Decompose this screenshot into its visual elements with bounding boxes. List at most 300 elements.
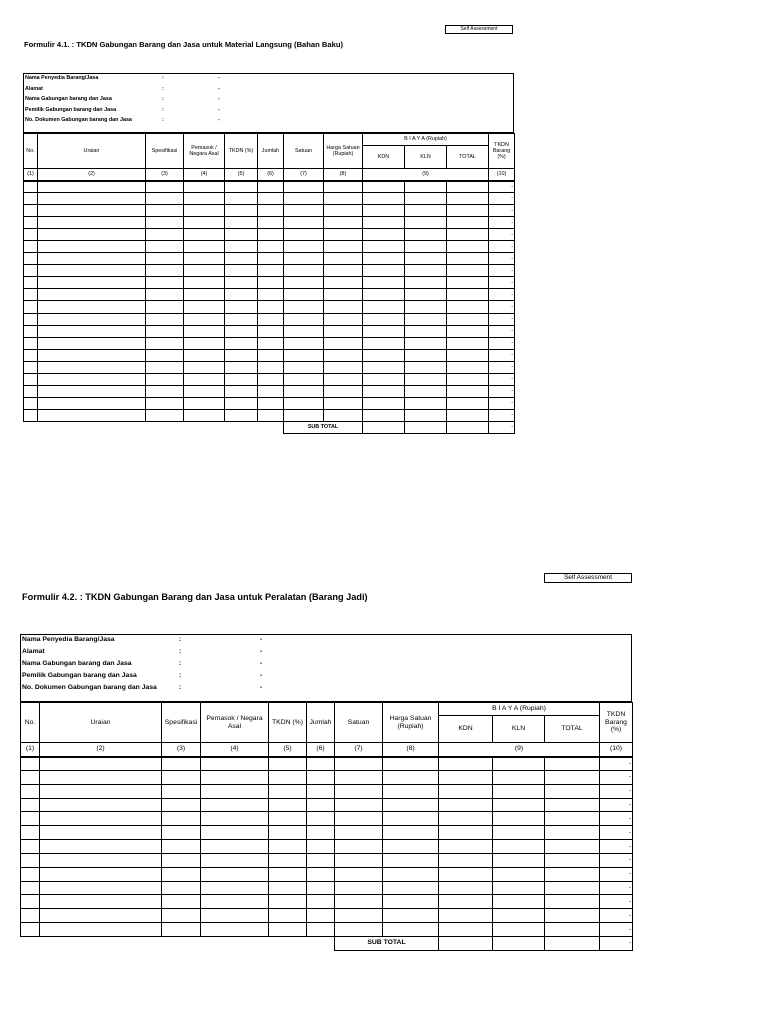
table-cell bbox=[284, 397, 324, 409]
table-cell bbox=[184, 337, 225, 349]
table-cell bbox=[38, 385, 146, 397]
table-cell bbox=[405, 181, 447, 193]
table-cell bbox=[439, 798, 493, 812]
subtotal-row bbox=[24, 421, 515, 433]
table-cell bbox=[146, 205, 184, 217]
table-cell bbox=[405, 409, 447, 421]
col-number: (2) bbox=[40, 743, 162, 757]
table-row bbox=[24, 217, 515, 229]
col-number: (9) bbox=[363, 169, 489, 181]
table-cell bbox=[40, 798, 162, 812]
table-cell bbox=[21, 798, 40, 812]
table-cell bbox=[24, 385, 38, 397]
tkdn-barang-cell: - bbox=[489, 193, 515, 205]
table-cell bbox=[284, 313, 324, 325]
info-value: - bbox=[260, 648, 263, 655]
table-cell bbox=[383, 770, 439, 784]
table-cell bbox=[24, 313, 38, 325]
tkdn-barang-cell: - bbox=[600, 895, 633, 909]
table-cell bbox=[225, 385, 258, 397]
table-cell bbox=[225, 193, 258, 205]
header-satuan: Satuan bbox=[335, 703, 383, 743]
table-cell bbox=[335, 784, 383, 798]
table-cell bbox=[184, 289, 225, 301]
table-cell bbox=[201, 853, 269, 867]
tkdn-barang-cell: - bbox=[489, 385, 515, 397]
info-colon: : bbox=[179, 648, 182, 655]
table-cell bbox=[146, 217, 184, 229]
info-colon: : bbox=[162, 117, 164, 123]
table-cell bbox=[363, 385, 405, 397]
table-cell bbox=[162, 757, 201, 771]
table-cell bbox=[383, 826, 439, 840]
subtotal-value: - bbox=[489, 421, 515, 433]
table-cell bbox=[383, 909, 439, 923]
table-cell bbox=[225, 181, 258, 193]
subtotal-label: SUB TOTAL bbox=[335, 936, 439, 950]
table-cell bbox=[38, 241, 146, 253]
info-value: - bbox=[260, 636, 263, 643]
table-cell bbox=[405, 397, 447, 409]
table-cell bbox=[324, 313, 363, 325]
table-cell bbox=[146, 385, 184, 397]
table-cell bbox=[24, 241, 38, 253]
table-cell bbox=[307, 812, 335, 826]
header-spesifikasi: Spesifikasi bbox=[162, 703, 201, 743]
table-cell bbox=[405, 325, 447, 337]
table-cell bbox=[284, 325, 324, 337]
table-cell bbox=[225, 397, 258, 409]
table-cell bbox=[258, 229, 284, 241]
tkdn-barang-cell: - bbox=[600, 881, 633, 895]
header-biaya: B I A Y A (Rupiah) bbox=[363, 134, 489, 146]
table-cell bbox=[146, 193, 184, 205]
table-cell bbox=[40, 757, 162, 771]
col-number: (1) bbox=[21, 743, 40, 757]
table-row bbox=[24, 193, 515, 205]
table-cell bbox=[493, 895, 545, 909]
table-cell bbox=[38, 229, 146, 241]
table-cell bbox=[363, 265, 405, 277]
table-cell bbox=[447, 361, 489, 373]
table-cell bbox=[284, 289, 324, 301]
table-cell bbox=[184, 205, 225, 217]
table-cell bbox=[225, 205, 258, 217]
header-kln: KLN bbox=[405, 146, 447, 169]
tkdn-barang-cell: - bbox=[600, 853, 633, 867]
table-cell bbox=[38, 289, 146, 301]
table-cell bbox=[184, 277, 225, 289]
table-cell bbox=[225, 253, 258, 265]
table-cell bbox=[545, 881, 600, 895]
table-cell bbox=[184, 265, 225, 277]
table-cell bbox=[545, 895, 600, 909]
table-cell bbox=[405, 193, 447, 205]
table-cell bbox=[258, 205, 284, 217]
table-cell bbox=[335, 826, 383, 840]
table-cell bbox=[24, 277, 38, 289]
table-cell bbox=[439, 923, 493, 937]
tkdn-barang-cell: - bbox=[600, 867, 633, 881]
subtotal-cell bbox=[493, 936, 545, 950]
table-cell bbox=[146, 337, 184, 349]
table-cell bbox=[447, 289, 489, 301]
table-cell bbox=[439, 757, 493, 771]
table-cell bbox=[324, 325, 363, 337]
table-row bbox=[24, 229, 515, 241]
col-number: (2) bbox=[38, 169, 146, 181]
table-cell bbox=[545, 757, 600, 771]
info-row-no-dokumen bbox=[25, 117, 505, 128]
table-cell bbox=[269, 895, 307, 909]
table-cell bbox=[284, 385, 324, 397]
table-cell bbox=[324, 337, 363, 349]
table-cell bbox=[38, 361, 146, 373]
header-tkdn-barang: TKDN Barang (%) bbox=[489, 134, 515, 169]
header-no: No. bbox=[21, 703, 40, 743]
table-cell bbox=[24, 193, 38, 205]
header-uraian: Uraian bbox=[38, 134, 146, 169]
table-cell bbox=[405, 337, 447, 349]
tkdn-barang-cell: - bbox=[489, 325, 515, 337]
table-row bbox=[24, 349, 515, 361]
table-cell bbox=[447, 229, 489, 241]
table-cell bbox=[324, 277, 363, 289]
table-cell bbox=[447, 253, 489, 265]
header-jumlah: Jumlah bbox=[258, 134, 284, 169]
col-number: (10) bbox=[600, 743, 633, 757]
table-cell bbox=[225, 313, 258, 325]
table-cell bbox=[258, 361, 284, 373]
table-cell bbox=[335, 923, 383, 937]
table-cell bbox=[225, 301, 258, 313]
info-row-no-dokumen bbox=[22, 684, 622, 696]
table-cell bbox=[307, 784, 335, 798]
table-cell bbox=[363, 337, 405, 349]
table-cell bbox=[324, 301, 363, 313]
table-cell bbox=[363, 301, 405, 313]
table-cell bbox=[405, 289, 447, 301]
table-cell bbox=[363, 205, 405, 217]
info-block bbox=[25, 75, 505, 128]
info-row-nama-penyedia bbox=[22, 636, 622, 648]
table-cell bbox=[383, 853, 439, 867]
table-cell bbox=[38, 337, 146, 349]
table-cell bbox=[545, 909, 600, 923]
table-row bbox=[21, 867, 633, 881]
table-cell bbox=[258, 289, 284, 301]
table-cell bbox=[184, 373, 225, 385]
subtotal-value: - bbox=[600, 936, 633, 950]
col-number: (4) bbox=[184, 169, 225, 181]
table-cell bbox=[269, 909, 307, 923]
info-label: Pemilik Gabungan barang dan Jasa bbox=[25, 106, 117, 113]
table-cell bbox=[269, 881, 307, 895]
table-cell bbox=[201, 784, 269, 798]
table-cell bbox=[405, 229, 447, 241]
col-number: (6) bbox=[307, 743, 335, 757]
table-cell bbox=[447, 217, 489, 229]
table-cell bbox=[184, 349, 225, 361]
tkdn-barang-cell: - bbox=[489, 349, 515, 361]
table-cell bbox=[405, 349, 447, 361]
table-cell bbox=[447, 193, 489, 205]
table-cell bbox=[184, 301, 225, 313]
table-body bbox=[21, 757, 633, 951]
table-cell bbox=[38, 349, 146, 361]
table-cell bbox=[493, 770, 545, 784]
table-cell bbox=[405, 313, 447, 325]
table-cell bbox=[335, 909, 383, 923]
table-cell bbox=[201, 909, 269, 923]
table-cell bbox=[284, 181, 324, 193]
table-cell bbox=[40, 784, 162, 798]
table-cell bbox=[493, 909, 545, 923]
table-cell bbox=[38, 253, 146, 265]
table-cell bbox=[335, 867, 383, 881]
table-cell bbox=[284, 205, 324, 217]
info-label: Alamat bbox=[25, 85, 43, 92]
table-cell bbox=[184, 193, 225, 205]
table-cell bbox=[146, 241, 184, 253]
tkdn-barang-cell: - bbox=[600, 840, 633, 854]
col-number: (10) bbox=[489, 169, 515, 181]
table-cell bbox=[225, 217, 258, 229]
table-cell bbox=[269, 826, 307, 840]
table-cell bbox=[201, 895, 269, 909]
table-cell bbox=[40, 923, 162, 937]
table-row bbox=[24, 265, 515, 277]
col-number: (5) bbox=[225, 169, 258, 181]
table-cell bbox=[146, 325, 184, 337]
table-cell bbox=[24, 325, 38, 337]
header-harga-satuan: Harga Satuan (Rupiah) bbox=[324, 134, 363, 169]
table-cell bbox=[324, 265, 363, 277]
table-cell bbox=[307, 923, 335, 937]
table-cell bbox=[21, 923, 40, 937]
table-cell bbox=[284, 301, 324, 313]
table-cell bbox=[184, 409, 225, 421]
table-cell bbox=[383, 895, 439, 909]
table-cell bbox=[269, 757, 307, 771]
table-cell bbox=[269, 770, 307, 784]
table-cell bbox=[21, 881, 40, 895]
table-cell bbox=[493, 784, 545, 798]
table-cell bbox=[184, 217, 225, 229]
info-label: Nama Penyedia Barang/Jasa bbox=[25, 75, 99, 81]
tkdn-table bbox=[20, 702, 633, 951]
table-cell bbox=[447, 373, 489, 385]
table-cell bbox=[21, 840, 40, 854]
table-cell bbox=[363, 373, 405, 385]
table-cell bbox=[201, 867, 269, 881]
form-title: Formulir 4.2. : TKDN Gabungan Barang dan Jasa untuk Peralatan (Barang Jadi) bbox=[22, 592, 368, 602]
self-assessment-label: Self Assessment bbox=[563, 574, 613, 581]
table-cell bbox=[201, 757, 269, 771]
header-tkdn-barang: TKDN Barang (%) bbox=[600, 703, 633, 743]
table-cell bbox=[363, 193, 405, 205]
info-value: - bbox=[218, 85, 220, 92]
table-cell bbox=[447, 385, 489, 397]
table-cell bbox=[284, 349, 324, 361]
table-cell bbox=[38, 313, 146, 325]
table-row bbox=[24, 181, 515, 193]
table-cell bbox=[162, 770, 201, 784]
table-cell bbox=[225, 373, 258, 385]
table-cell bbox=[24, 265, 38, 277]
table-cell bbox=[184, 313, 225, 325]
info-value: - bbox=[260, 672, 263, 679]
table-cell bbox=[335, 881, 383, 895]
header-satuan: Satuan bbox=[284, 134, 324, 169]
table-cell bbox=[284, 193, 324, 205]
table-cell bbox=[24, 361, 38, 373]
table-row bbox=[24, 205, 515, 217]
table-cell bbox=[383, 757, 439, 771]
table-cell bbox=[269, 840, 307, 854]
table-row bbox=[24, 253, 515, 265]
tkdn-barang-cell: - bbox=[489, 289, 515, 301]
table-cell bbox=[405, 373, 447, 385]
table-cell bbox=[269, 867, 307, 881]
table-cell bbox=[307, 757, 335, 771]
info-value: - bbox=[218, 96, 220, 102]
table-cell bbox=[258, 337, 284, 349]
col-number: (4) bbox=[201, 743, 269, 757]
table-cell bbox=[24, 253, 38, 265]
table-cell bbox=[405, 241, 447, 253]
table-cell bbox=[38, 409, 146, 421]
table-row bbox=[24, 301, 515, 313]
table-cell bbox=[335, 770, 383, 784]
table-cell bbox=[493, 881, 545, 895]
table-cell bbox=[40, 909, 162, 923]
table-cell bbox=[146, 289, 184, 301]
table-cell bbox=[447, 337, 489, 349]
table-cell bbox=[363, 277, 405, 289]
tkdn-barang-cell: - bbox=[489, 265, 515, 277]
table-cell bbox=[40, 812, 162, 826]
tkdn-barang-cell: - bbox=[489, 217, 515, 229]
table-cell bbox=[24, 409, 38, 421]
table-cell bbox=[184, 241, 225, 253]
table-cell bbox=[363, 325, 405, 337]
table-cell bbox=[405, 277, 447, 289]
table-cell bbox=[225, 337, 258, 349]
table-cell bbox=[405, 361, 447, 373]
table-cell bbox=[225, 409, 258, 421]
header-total: TOTAL bbox=[545, 716, 600, 743]
tkdn-barang-cell: - bbox=[489, 313, 515, 325]
table-cell bbox=[21, 853, 40, 867]
col-number: (9) bbox=[439, 743, 600, 757]
table-cell bbox=[38, 265, 146, 277]
table-cell bbox=[258, 265, 284, 277]
table-cell bbox=[447, 349, 489, 361]
table-row bbox=[24, 373, 515, 385]
table-cell bbox=[258, 409, 284, 421]
table-cell bbox=[184, 181, 225, 193]
table-cell bbox=[493, 798, 545, 812]
info-block bbox=[22, 636, 622, 696]
table-cell bbox=[21, 867, 40, 881]
table-cell bbox=[447, 265, 489, 277]
table-cell bbox=[24, 229, 38, 241]
table-cell bbox=[284, 373, 324, 385]
table-cell bbox=[162, 784, 201, 798]
table-cell bbox=[21, 757, 40, 771]
table-cell bbox=[545, 840, 600, 854]
table-cell bbox=[493, 867, 545, 881]
table-row bbox=[21, 923, 633, 937]
table-cell bbox=[201, 881, 269, 895]
table-cell bbox=[439, 770, 493, 784]
table-cell bbox=[24, 289, 38, 301]
tkdn-barang-cell: - bbox=[489, 277, 515, 289]
table-cell bbox=[146, 277, 184, 289]
table-cell bbox=[38, 193, 146, 205]
table-cell bbox=[21, 909, 40, 923]
info-colon: : bbox=[162, 85, 164, 92]
table-cell bbox=[40, 853, 162, 867]
info-colon: : bbox=[162, 75, 164, 81]
self-assessment-label: Self Assessment bbox=[460, 26, 498, 32]
table-cell bbox=[258, 181, 284, 193]
table-cell bbox=[38, 217, 146, 229]
subtotal-row bbox=[21, 936, 633, 950]
tkdn-barang-cell: - bbox=[489, 241, 515, 253]
header-jumlah: Jumlah bbox=[307, 703, 335, 743]
table-cell bbox=[201, 798, 269, 812]
table-cell bbox=[38, 397, 146, 409]
tkdn-barang-cell: - bbox=[600, 909, 633, 923]
table-cell bbox=[146, 349, 184, 361]
table-cell bbox=[284, 409, 324, 421]
table-cell bbox=[21, 826, 40, 840]
table-cell bbox=[38, 373, 146, 385]
info-row-pemilik bbox=[22, 672, 622, 684]
info-label: Nama Penyedia Barang/Jasa bbox=[22, 636, 115, 643]
tkdn-barang-cell: - bbox=[489, 397, 515, 409]
header-pemasok: Pemasok / Negara Asal bbox=[201, 703, 269, 743]
table-cell bbox=[335, 840, 383, 854]
table-cell bbox=[40, 840, 162, 854]
header-spesifikasi: Spesifikasi bbox=[146, 134, 184, 169]
info-row-alamat bbox=[22, 648, 622, 660]
col-number: (7) bbox=[284, 169, 324, 181]
table-cell bbox=[184, 229, 225, 241]
subtotal-cell bbox=[405, 421, 447, 433]
table-cell bbox=[162, 909, 201, 923]
info-label: No. Dokumen Gabungan barang dan Jasa bbox=[22, 684, 157, 691]
tkdn-barang-cell: - bbox=[489, 373, 515, 385]
table-cell bbox=[38, 205, 146, 217]
tkdn-barang-cell: - bbox=[489, 361, 515, 373]
table-cell bbox=[307, 826, 335, 840]
table-cell bbox=[405, 205, 447, 217]
table-cell bbox=[38, 325, 146, 337]
self-assessment-box bbox=[544, 573, 632, 583]
table-cell bbox=[447, 409, 489, 421]
table-cell bbox=[363, 229, 405, 241]
table-cell bbox=[258, 349, 284, 361]
subtotal-spacer bbox=[21, 936, 335, 950]
table-cell bbox=[447, 313, 489, 325]
header-biaya: B I A Y A (Rupiah) bbox=[439, 703, 600, 716]
table-row bbox=[21, 812, 633, 826]
table-row bbox=[24, 277, 515, 289]
info-row-alamat bbox=[25, 86, 505, 97]
